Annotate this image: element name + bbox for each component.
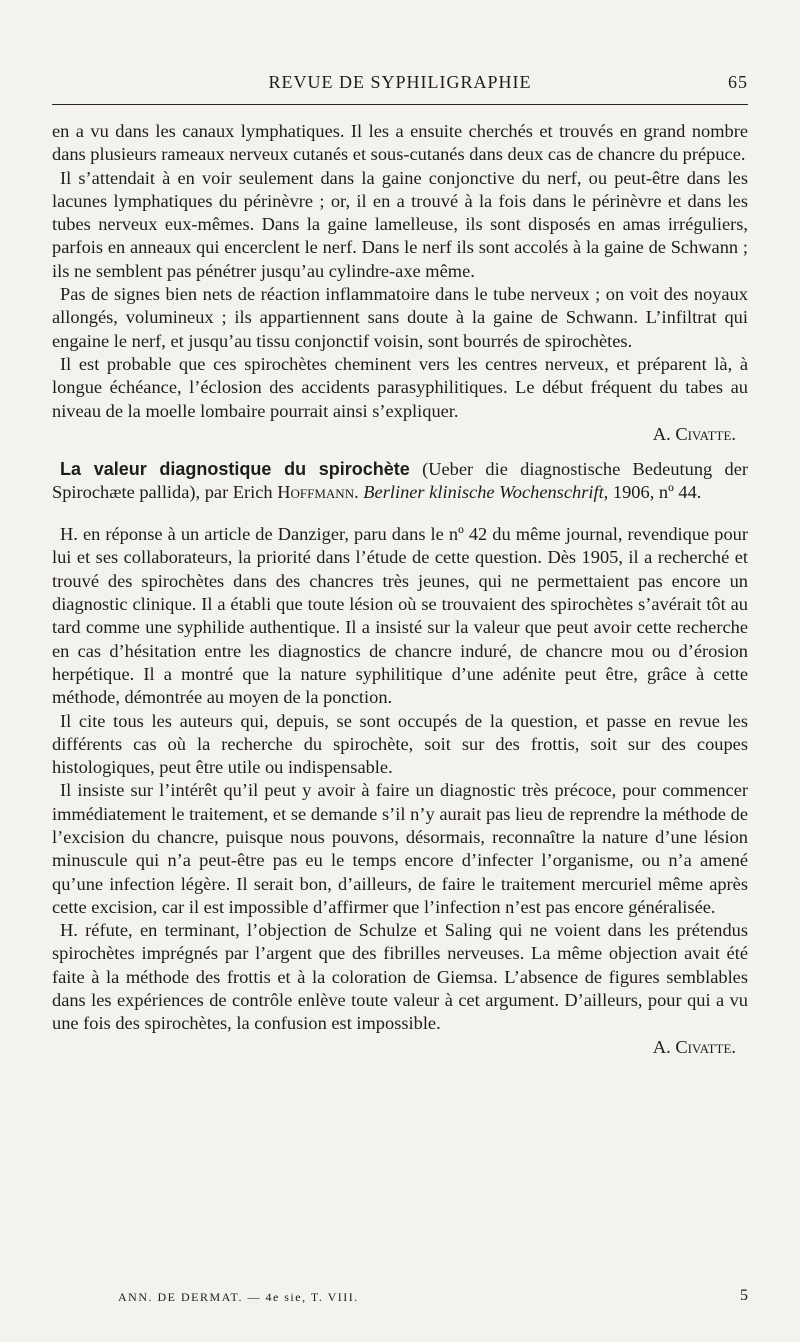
paragraph: Il insiste sur l’intérêt qu’il peut y avoir à faire un diagnostic très précoce, pour commencer immédiatement le traitement, et se demande s’il n’y aurait pas lieu de reprendre la méthode de l’excision du chancre, puisque nous pouvons, désormais, reconnaître la nature d’une lésion minuscule qui n’a peut-être pas eu le temps encore d’infecter l’organisme, ou n’a amené qu’une infection légère. Il serait bon, d’ailleurs, de faire le traitement mercuriel même après cette excision, car il est impossible d’affirmer que l’infection n’est pas encore généralisée. — [52, 780, 748, 917]
footer-text: ANN. DE DERMAT. — 4e sie, T. VIII. — [118, 1290, 359, 1304]
paragraph: Il est probable que ces spirochètes cheminent vers les centres nerveux, et préparent là, à longue échéance, l’éclosion des accidents parasyphilitiques. Le début fréquent du tabes au niveau de la moelle lombaire pourrait ainsi s’expliquer. — [52, 353, 748, 421]
review-journal: Berliner klinische Wochenschrift, — [363, 482, 609, 503]
paragraph: Pas de signes bien nets de réaction inflammatoire dans le tube nerveux ; on voit des noyaux allongés, volumineux ; ils appartiennent sans doute à la gaine de Schwann. L’infiltrat qui engaine le nerf, et jusqu’au tissu conjonctif voisin, sont bourrés de spirochètes. — [52, 284, 748, 351]
signature — [52, 1036, 748, 1059]
paragraph: Il s’attendait à en voir seulement dans la gaine conjonctive du nerf, ou peut-être dans les lacunes lymphatiques du périnèvre ; or, il en a trouvé à la fois dans le périnèvre et dans les tubes nerveux eux-mêmes. Dans la gaine lamelleuse, ils sont disposés en amas irréguliers, parfois en anneaux qui encerclent le nerf. Dans le nerf ils sont accolés à la gaine de Schwann ; ils ne semblent pas pénétrer jusqu’au cylindre-axe même. — [52, 167, 748, 281]
review-author: Hoffmann. — [277, 482, 359, 503]
journal-title: REVUE DE SYPHILIGRAPHIE — [268, 72, 532, 92]
paragraph: Il cite tous les auteurs qui, depuis, se sont occupés de la question, et passe en revue les différents cas où la recherche du spirochète, soit sur des frottis, soit sur des coupes histologiques, peut être utile ou indispensable. — [52, 710, 748, 778]
signature-mark: 5 — [740, 1287, 748, 1304]
page-footer — [118, 1287, 748, 1305]
review-title: La valeur diagnostique du spirochète — [60, 459, 410, 480]
paragraph: H. en réponse à un article de Danziger, paru dans le nº 42 du même journal, revendique pour lui et ses collaborateurs, la priorité dans l’étude de cette question. Dès 1905, il a recherché et trouvé des spirochètes dans des chancres très jeunes, qui ne permettaient pas encore un diagnostic clinique. Il a établi que toute lésion où se trouvaient des spirochètes s’avérait tôt au tard comme une syphilide authentique. Il a insisté sur la valeur que peut avoir cette recherche en cas d’hésitation entre les diagnostics de chancre induré, de chancre mou ou d’érosion herpétique. Il a montré que la nature syphilitique d’une adénite peut être, grâce à cette méthode, démontrée au moyen de la ponction. — [52, 524, 748, 708]
paragraph: H. réfute, en terminant, l’objection de Schulze et Saling qui ne voient dans les prétendus spirochètes imprégnés par l’argent que des fibrilles nerveuses. La même objection avait été faite à la méthode des frottis et à la coloration de Giemsa. L’absence de figures semblables dans les expériences de contrôle enlève toute valeur à cet argument. D’ailleurs, pour qui a vu une fois des spirochètes, la confusion est impossible. — [52, 920, 748, 1034]
review-citation: 1906, nº 44. — [612, 482, 702, 503]
paragraph: en a vu dans les canaux lymphatiques. Il les a ensuite cherchés et trouvés en grand nombre dans plusieurs rameaux nerveux cutanés et sous-cutanés dans deux cas de chancre du prépuce. — [52, 121, 748, 165]
signature-author: A. Civatte. — [652, 423, 736, 444]
signature-author: A. Civatte. — [652, 1036, 736, 1057]
page-number: 65 — [728, 72, 748, 92]
review-subtitle: (Ueber die diagnostische Bedeutung der Spirochæte pallida), par Erich — [52, 459, 748, 503]
review-heading — [52, 458, 748, 505]
signature — [52, 423, 748, 446]
header-rule — [52, 104, 748, 105]
running-header — [52, 72, 748, 98]
page-body — [52, 120, 748, 1059]
